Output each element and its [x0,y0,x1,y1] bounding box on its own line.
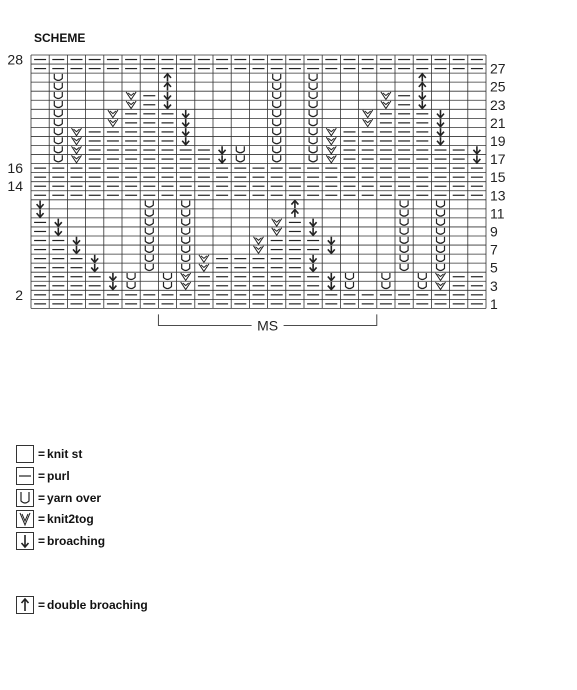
chart-stitch-symbol [182,219,190,226]
chart-stitch-symbol [181,273,191,281]
chart-stitch-symbol [54,146,62,153]
chart-stitch-symbol [126,92,136,100]
chart-stitch-symbol [326,155,336,163]
chart-stitch-symbol [145,246,153,253]
chart-stitch-symbol [273,110,281,117]
chart-stitch-symbol [418,273,426,280]
chart-stitch-symbol [272,228,282,236]
chart-stitch-symbol [437,128,444,136]
row-number: 3 [490,277,498,294]
chart-stitch-symbol [291,210,298,218]
legend-equals: = [38,447,46,461]
chart-stitch-symbol [199,255,209,263]
chart-stitch-symbol [54,101,62,108]
chart-stitch-symbol [272,219,282,227]
legend-equals: = [38,598,46,612]
chart-stitch-symbol [182,246,190,253]
chart-stitch-symbol [309,92,317,99]
chart-stitch-symbol [54,92,62,99]
row-number: 21 [490,114,506,131]
chart-stitch-symbol [309,110,317,117]
chart-stitch-symbol [326,128,336,136]
chart-stitch-symbol [164,83,171,91]
row-number: 25 [490,78,506,95]
chart-stitch-symbol [310,264,317,272]
chart-stitch-symbol [54,137,62,144]
row-number: 5 [490,259,498,276]
chart-stitch-symbol [145,201,153,208]
chart-stitch-symbol [109,273,116,281]
chart-stitch-symbol [273,83,281,90]
chart-stitch-symbol [54,155,62,162]
row-number: 7 [490,241,498,258]
chart-stitch-symbol [400,255,408,262]
chart-stitch-symbol [108,119,118,127]
chart-stitch-symbol [328,282,335,290]
row-number: 2 [15,286,23,303]
chart-stitch-symbol [273,92,281,99]
chart-stitch-symbol [436,282,446,290]
up-arrow-icon [16,596,34,614]
chart-stitch-symbol [382,282,390,289]
chart-stitch-symbol [400,201,408,208]
chart-stitch-symbol [437,219,445,226]
chart-stitch-symbol [55,228,62,236]
chart-stitch-symbol [437,119,444,127]
legend-item-double [16,595,148,615]
chart-stitch-symbol [236,155,244,162]
chart-stitch-symbol [437,237,445,244]
chart-stitch-symbol [181,282,191,290]
chart-stitch-symbol [328,273,335,281]
chart-stitch-symbol [328,246,335,254]
row-number: 1 [490,295,498,312]
chart-stitch-symbol [182,255,190,262]
row-number: 28 [7,51,23,68]
chart-stitch-symbol [346,282,354,289]
chart-stitch-symbol [219,155,226,163]
chart-stitch-symbol [437,137,444,145]
chart-stitch-symbol [273,119,281,126]
legend-label: double broaching [47,598,148,612]
chart-stitch-symbol [437,255,445,262]
chart-stitch-symbol [72,146,82,154]
chart-stitch-symbol [400,228,408,235]
chart-stitch-symbol [273,146,281,153]
chart-stitch-symbol [309,137,317,144]
chart-stitch-symbol [309,155,317,162]
legend-item-purl [16,466,70,486]
chart-stitch-symbol [381,101,391,109]
empty-square-icon [16,445,34,463]
chart-stitch-symbol [164,74,171,82]
legend-item-k2tog [16,509,94,529]
down-arrow-icon [16,532,34,550]
horizontal-dash-icon [16,467,34,485]
chart-stitch-symbol [419,101,426,109]
chart-stitch-symbol [182,119,189,127]
chart-stitch-symbol [473,146,480,154]
row-number: 13 [490,187,506,204]
chart-stitch-symbol [182,228,190,235]
chart-stitch-symbol [182,201,190,208]
chart-stitch-symbol [437,210,445,217]
chart-stitch-symbol [182,210,190,217]
legend-label: knit st [47,447,83,461]
chart-stitch-symbol [54,128,62,135]
chart-stitch-symbol [400,237,408,244]
chart-stitch-symbol [436,273,446,281]
chart-stitch-symbol [273,101,281,108]
chart-stitch-symbol [145,228,153,235]
chart-stitch-symbol [419,92,426,100]
chart-stitch-symbol [419,74,426,82]
row-number: 19 [490,132,506,149]
chart-stitch-symbol [54,83,62,90]
chart-grid [31,55,486,308]
chart-stitch-symbol [400,210,408,217]
row-number: 23 [490,96,506,113]
chart-title: SCHEME [34,31,86,45]
chart-stitch-symbol [236,146,244,153]
legend-equals: = [38,491,46,505]
chart-stitch-symbol [182,237,190,244]
chart-stitch-symbol [309,74,317,81]
chart-stitch-symbol [55,219,62,227]
chart-stitch-symbol [164,92,171,100]
row-number: 11 [490,205,505,222]
row-number: 9 [490,223,498,240]
chart-stitch-symbol [473,155,480,163]
chart-stitch-symbol [310,219,317,227]
chart-stitch-symbol [363,110,373,118]
chart-stitch-symbol [37,201,44,209]
legend-item-yo [16,488,101,508]
chart-stitch-symbol [309,101,317,108]
chart-stitch-symbol [437,228,445,235]
chart-stitch-symbol [54,110,62,117]
row-number: 27 [490,60,506,77]
chart-stitch-symbol [54,74,62,81]
row-number: 14 [7,178,23,195]
chart-stitch-symbol [310,228,317,236]
chart-stitch-symbol [145,210,153,217]
chart-stitch-symbol [400,219,408,226]
row-number: 15 [490,169,506,186]
chart-stitch-symbol [182,137,189,145]
chart-stitch-symbol [273,128,281,135]
chart-stitch-symbol [309,146,317,153]
chart-stitch-symbol [127,282,135,289]
chart-stitch-symbol [73,237,80,245]
chart-stitch-symbol [164,273,172,280]
legend-label: yarn over [47,491,102,505]
chart-stitch-symbol [291,201,298,209]
legend-item-broach [16,531,105,551]
chart-stitch-symbol [273,155,281,162]
ms-bracket [158,314,376,333]
chart-stitch-symbol [254,237,264,245]
chart-stitch-symbol [127,273,135,280]
chart-stitch-symbol [72,155,82,163]
chart-stitch-symbol [381,92,391,100]
chart-stitch-symbol [73,246,80,254]
legend-label: knit2tog [47,512,94,526]
chart-stitch-symbol [72,128,82,136]
chart-stitch-symbol [309,83,317,90]
chart-stitch-symbol [273,137,281,144]
chart-stitch-symbol [145,237,153,244]
chart-stitch-symbol [91,255,98,263]
chart-stitch-symbol [145,255,153,262]
legend-equals: = [38,534,46,548]
chart-stitch-symbol [182,110,189,118]
legend-label: broaching [47,534,106,548]
chart-stitch-symbol [72,137,82,145]
chart-stitch-symbol [326,146,336,154]
chart-stitch-symbol [108,110,118,118]
chart-stitch-symbol [400,246,408,253]
chart-stitch-symbol [254,246,264,254]
chart-stitch-symbol [164,101,171,109]
chart-stitch-symbol [437,201,445,208]
chart-stitch-symbol [273,74,281,81]
legend-item-knit [16,444,82,464]
chart-stitch-symbol [145,219,153,226]
u-shape-icon [16,489,34,507]
chart-stitch-symbol [437,264,445,271]
chart-stitch-symbol [54,119,62,126]
chart-stitch-symbol [309,128,317,135]
chart-stitch-symbol [182,128,189,136]
chart-stitch-symbol [419,83,426,91]
legend-equals: = [38,469,46,483]
chart-stitch-symbol [91,264,98,272]
legend-equals: = [38,512,46,526]
chart-stitch-symbol [346,273,354,280]
row-number: 17 [490,151,506,168]
chart-stitch-symbol [400,264,408,271]
chart-stitch-symbol [164,282,172,289]
chart-stitch-symbol [310,255,317,263]
row-number: 16 [7,160,23,177]
ms-label: MS [257,317,279,334]
chart-stitch-symbol [182,264,190,271]
nested-v-icon [16,510,34,528]
chart-stitch-symbol [382,273,390,280]
chart-stitch-symbol [199,264,209,272]
chart-stitch-symbol [328,237,335,245]
chart-stitch-symbol [326,137,336,145]
chart-stitch-symbol [109,282,116,290]
chart-stitch-symbol [145,264,153,271]
chart-stitch-symbol [363,119,373,127]
chart-stitch-symbol [309,119,317,126]
chart-stitch-symbol [219,146,226,154]
legend-label: purl [47,469,70,483]
chart-stitch-symbol [437,110,444,118]
chart-stitch-symbol [437,246,445,253]
chart-stitch-symbol [126,101,136,109]
chart-stitch-symbol [37,210,44,218]
chart-stitch-symbol [418,282,426,289]
